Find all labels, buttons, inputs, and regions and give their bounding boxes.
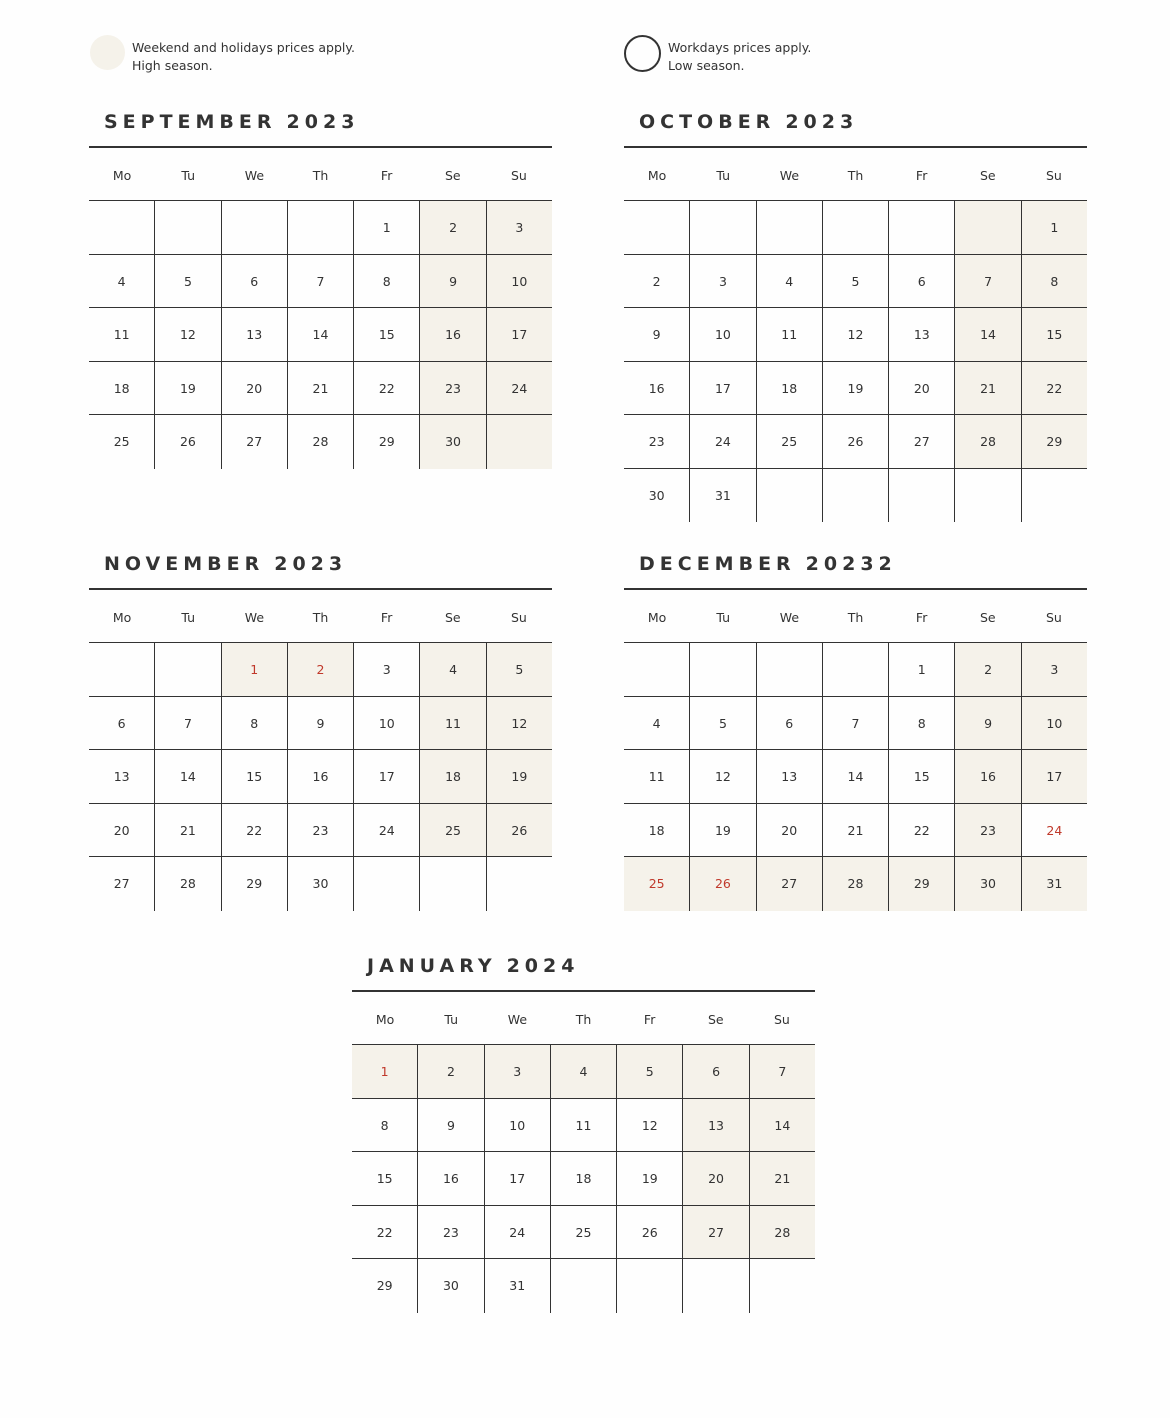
day-cell [616, 1259, 682, 1313]
day-cell [624, 201, 689, 254]
day-cell [624, 643, 689, 696]
day-cell[interactable]: 5 [486, 643, 552, 696]
day-cell[interactable]: 4 [117, 273, 126, 289]
day-cell[interactable]: 4 [550, 1045, 616, 1098]
day-cell[interactable]: 29 [376, 1278, 393, 1293]
week-row [624, 362, 1087, 416]
weekday-label: Se [444, 168, 461, 183]
day-cell[interactable]: 23 [954, 804, 1020, 857]
month-title [89, 96, 552, 148]
day-cell[interactable]: 19 [822, 362, 888, 415]
day-cell [154, 201, 220, 254]
day-cell[interactable]: 1 [888, 643, 954, 696]
day-cell[interactable]: 26 [616, 1206, 682, 1259]
day-cell[interactable]: 10 [353, 697, 419, 750]
day-cell[interactable]: 14 [822, 750, 888, 803]
day-cell [822, 201, 888, 254]
day-cell[interactable]: 1 [352, 1045, 417, 1098]
day-cell[interactable]: 14 [287, 308, 353, 361]
day-cell[interactable]: 10 [486, 255, 552, 308]
month-year: 2024 [506, 955, 580, 977]
weekday-label: We [244, 610, 265, 625]
day-cell[interactable]: 17 [353, 750, 419, 803]
day-cell[interactable]: 20 [888, 362, 954, 415]
day-cell [550, 1259, 616, 1313]
day-cell[interactable]: 11 [550, 1099, 616, 1152]
day-cell[interactable]: 21 [822, 804, 888, 857]
day-cell[interactable]: 8 [353, 255, 419, 308]
day-cell[interactable]: 11 [419, 697, 485, 750]
day-cell[interactable]: 20 [682, 1152, 748, 1205]
day-cell [689, 201, 755, 254]
weekday-label: Su [1045, 168, 1062, 183]
day-cell [486, 415, 552, 469]
month-title [89, 538, 552, 590]
calendar-january-2024 [352, 940, 815, 1313]
day-cell[interactable]: 6 [756, 697, 822, 750]
weekday-label: We [244, 168, 265, 183]
day-cell[interactable]: 1 [221, 643, 287, 696]
day-cell[interactable]: 28 [749, 1206, 815, 1259]
day-cell[interactable]: 17 [689, 362, 755, 415]
day-cell[interactable]: 27 [756, 857, 822, 911]
month-name: OCTOBER [639, 111, 776, 133]
week-row [624, 750, 1087, 804]
day-cell[interactable]: 26 [486, 804, 552, 857]
day-cell[interactable]: 10 [484, 1099, 550, 1152]
week-row [352, 1259, 815, 1313]
weekday-label: Mo [375, 1012, 395, 1027]
weekday-label: We [779, 168, 800, 183]
day-cell[interactable]: 22 [353, 362, 419, 415]
day-cell[interactable]: 6 [682, 1045, 748, 1098]
day-cell[interactable]: 30 [417, 1259, 483, 1313]
day-cell[interactable]: 14 [154, 750, 220, 803]
day-cell[interactable]: 24 [486, 362, 552, 415]
day-cell[interactable]: 7 [749, 1045, 815, 1098]
day-cell[interactable]: 3 [1021, 643, 1087, 696]
day-cell[interactable]: 16 [417, 1152, 483, 1205]
high-season-swatch-icon [90, 35, 125, 70]
day-cell[interactable]: 3 [353, 643, 419, 696]
day-cell[interactable]: 18 [648, 822, 665, 838]
day-cell [287, 201, 353, 254]
week-row [89, 857, 552, 911]
calendar-december-2023 [624, 538, 1087, 911]
day-cell[interactable]: 28 [822, 857, 888, 911]
day-cell[interactable]: 8 [1021, 255, 1087, 308]
day-cell[interactable]: 16 [954, 750, 1020, 803]
day-cell[interactable]: 12 [486, 697, 552, 750]
day-cell[interactable]: 21 [154, 804, 220, 857]
calendar-september-2023 [89, 96, 552, 469]
week-row [89, 255, 552, 309]
day-cell[interactable]: 6 [888, 255, 954, 308]
day-cell [756, 469, 822, 523]
weekday-label: Se [979, 610, 996, 625]
day-cell[interactable]: 15 [221, 750, 287, 803]
day-cell[interactable]: 4 [756, 255, 822, 308]
week-row [352, 1206, 815, 1260]
week-row [89, 415, 552, 469]
day-cell[interactable]: 12 [822, 308, 888, 361]
day-cell[interactable]: 2 [419, 201, 485, 254]
day-cell[interactable]: 15 [1021, 308, 1087, 361]
day-cell[interactable]: 11 [113, 327, 130, 342]
day-cell[interactable]: 15 [353, 308, 419, 361]
day-cell[interactable]: 10 [1021, 697, 1087, 750]
day-cell[interactable]: 16 [419, 308, 485, 361]
week-row [624, 201, 1087, 255]
week-row [89, 201, 552, 255]
day-cell[interactable]: 16 [648, 380, 665, 396]
day-cell[interactable]: 23 [648, 434, 665, 449]
weekday-label: Fr [643, 1012, 656, 1027]
day-cell[interactable]: 11 [648, 769, 665, 784]
day-cell[interactable]: 9 [287, 697, 353, 750]
day-cell[interactable]: 13 [113, 769, 130, 784]
month-year: 20232 [805, 553, 897, 575]
day-cell[interactable]: 15 [376, 1171, 393, 1186]
legend-high-season [90, 35, 355, 75]
day-cell[interactable]: 26 [822, 415, 888, 468]
weekday-header-row [352, 992, 815, 1045]
week-row [352, 1045, 815, 1099]
legend-high-line1: Weekend and holidays prices apply. [132, 40, 355, 55]
low-season-swatch-icon [624, 35, 661, 72]
day-cell[interactable]: 9 [419, 255, 485, 308]
calendar-november-2023 [89, 538, 552, 911]
day-cell [888, 201, 954, 254]
weekday-header-row [89, 590, 552, 643]
day-cell[interactable]: 31 [1021, 857, 1087, 911]
day-cell [89, 643, 154, 696]
day-cell[interactable]: 5 [154, 255, 220, 308]
day-cell[interactable]: 19 [486, 750, 552, 803]
day-cell[interactable]: 26 [154, 415, 220, 469]
day-cell [682, 1259, 748, 1313]
day-cell[interactable]: 6 [117, 715, 126, 731]
week-row [624, 469, 1087, 523]
weekday-header-row [624, 148, 1087, 201]
day-cell[interactable]: 25 [756, 415, 822, 468]
day-cell[interactable]: 2 [954, 643, 1020, 696]
day-cell[interactable]: 27 [221, 415, 287, 469]
weekday-label: Su [773, 1012, 790, 1027]
day-cell [221, 201, 287, 254]
day-cell[interactable]: 18 [756, 362, 822, 415]
weekday-label: Se [707, 1012, 724, 1027]
weekday-label: Mo [647, 168, 667, 183]
day-cell[interactable]: 28 [287, 415, 353, 469]
day-cell[interactable]: 24 [1021, 804, 1087, 857]
day-cell[interactable]: 13 [756, 750, 822, 803]
legend-low-line2: Low season. [668, 58, 745, 73]
day-cell[interactable]: 7 [822, 697, 888, 750]
day-cell[interactable]: 21 [749, 1152, 815, 1205]
week-row [89, 804, 552, 858]
month-name: SEPTEMBER [104, 111, 277, 133]
day-cell[interactable]: 26 [689, 857, 755, 911]
day-cell[interactable]: 24 [353, 804, 419, 857]
day-cell[interactable]: 14 [954, 308, 1020, 361]
day-cell[interactable]: 22 [376, 1224, 393, 1240]
day-cell[interactable]: 24 [484, 1206, 550, 1259]
day-cell[interactable]: 12 [689, 750, 755, 803]
day-cell[interactable]: 29 [888, 857, 954, 911]
day-cell[interactable]: 24 [689, 415, 755, 468]
day-cell [689, 643, 755, 696]
day-cell[interactable]: 23 [417, 1206, 483, 1259]
day-cell[interactable]: 27 [888, 415, 954, 468]
day-cell[interactable]: 20 [756, 804, 822, 857]
day-cell[interactable]: 25 [624, 857, 689, 911]
day-cell[interactable]: 12 [616, 1099, 682, 1152]
day-cell[interactable]: 30 [287, 857, 353, 911]
day-cell[interactable]: 23 [419, 362, 485, 415]
weekday-header-row [89, 148, 552, 201]
day-cell[interactable]: 22 [1021, 362, 1087, 415]
weekday-label: Tu [444, 1012, 459, 1027]
month-year: 2023 [785, 111, 859, 133]
day-cell [154, 643, 220, 696]
day-cell [888, 469, 954, 523]
day-cell [1021, 469, 1087, 523]
day-cell [756, 201, 822, 254]
day-cell[interactable]: 13 [888, 308, 954, 361]
weekday-label: Th [575, 1012, 592, 1027]
week-row [89, 308, 552, 362]
week-row [624, 804, 1087, 858]
day-cell[interactable]: 20 [113, 822, 130, 838]
month-name: DECEMBER [639, 553, 796, 575]
weekday-label: Mo [112, 168, 132, 183]
day-cell[interactable]: 14 [749, 1099, 815, 1152]
day-cell[interactable]: 18 [113, 380, 130, 396]
month-title [624, 96, 1087, 148]
legend-low-line1: Workdays prices apply. [668, 40, 812, 55]
day-cell[interactable]: 16 [287, 750, 353, 803]
legend-high-line2: High season. [132, 58, 213, 73]
weekday-label: Tu [716, 610, 731, 625]
week-row [624, 697, 1087, 751]
day-cell[interactable]: 17 [484, 1152, 550, 1205]
day-cell[interactable]: 9 [652, 327, 661, 342]
week-row [352, 1152, 815, 1206]
day-cell [822, 643, 888, 696]
day-cell[interactable]: 3 [689, 255, 755, 308]
day-cell [749, 1259, 815, 1313]
day-cell[interactable]: 22 [888, 804, 954, 857]
weekday-label: Th [312, 610, 329, 625]
day-cell[interactable]: 4 [652, 715, 661, 731]
day-cell[interactable]: 18 [419, 750, 485, 803]
weekday-label: Fr [380, 168, 393, 183]
day-cell[interactable]: 30 [648, 487, 665, 503]
day-cell[interactable]: 27 [682, 1206, 748, 1259]
day-cell[interactable]: 21 [954, 362, 1020, 415]
day-cell[interactable]: 25 [113, 434, 130, 449]
day-cell [954, 201, 1020, 254]
day-cell[interactable]: 13 [221, 308, 287, 361]
weekday-label: Se [444, 610, 461, 625]
week-row [624, 308, 1087, 362]
day-cell[interactable]: 4 [419, 643, 485, 696]
day-cell[interactable]: 7 [287, 255, 353, 308]
day-cell[interactable]: 12 [154, 308, 220, 361]
day-cell[interactable]: 20 [221, 362, 287, 415]
day-cell[interactable]: 28 [954, 415, 1020, 468]
calendar-october-2023 [624, 96, 1087, 522]
day-cell[interactable]: 6 [221, 255, 287, 308]
day-cell[interactable]: 30 [954, 857, 1020, 911]
day-cell [419, 857, 485, 911]
day-cell[interactable]: 7 [154, 697, 220, 750]
day-cell[interactable]: 11 [756, 308, 822, 361]
day-cell[interactable]: 15 [888, 750, 954, 803]
day-cell[interactable]: 27 [113, 876, 130, 891]
day-cell[interactable]: 1 [1021, 201, 1087, 254]
month-title [352, 940, 815, 992]
day-cell[interactable]: 29 [353, 415, 419, 469]
day-cell[interactable]: 19 [689, 804, 755, 857]
weekday-label: Se [979, 168, 996, 183]
day-cell [89, 201, 154, 254]
week-row [624, 857, 1087, 911]
day-cell[interactable]: 8 [380, 1117, 389, 1133]
weekday-header-row [624, 590, 1087, 643]
weekday-label: Tu [716, 168, 731, 183]
day-cell[interactable]: 31 [689, 469, 755, 523]
week-row [352, 1099, 815, 1153]
legend-low-season [624, 35, 811, 75]
day-cell [756, 643, 822, 696]
day-cell[interactable]: 19 [154, 362, 220, 415]
month-title [624, 538, 1087, 590]
week-row [624, 415, 1087, 469]
weekday-label: We [507, 1012, 528, 1027]
day-cell[interactable]: 25 [419, 804, 485, 857]
weekday-label: Su [1045, 610, 1062, 625]
weekday-label: Fr [380, 610, 393, 625]
weekday-label: Mo [112, 610, 132, 625]
day-cell[interactable]: 17 [1021, 750, 1087, 803]
weekday-label: Th [847, 168, 864, 183]
weekday-label: Fr [915, 610, 928, 625]
day-cell[interactable]: 7 [954, 255, 1020, 308]
week-row [89, 750, 552, 804]
weekday-label: We [779, 610, 800, 625]
day-cell[interactable]: 8 [888, 697, 954, 750]
week-row [89, 362, 552, 416]
day-cell[interactable]: 13 [682, 1099, 748, 1152]
month-name: JANUARY [367, 955, 497, 977]
week-row [89, 697, 552, 751]
weekday-label: Th [847, 610, 864, 625]
day-cell[interactable]: 3 [484, 1045, 550, 1098]
day-cell[interactable]: 2 [417, 1045, 483, 1098]
day-cell[interactable]: 1 [353, 201, 419, 254]
day-cell[interactable]: 28 [154, 857, 220, 911]
weekday-label: Th [312, 168, 329, 183]
day-cell[interactable]: 25 [550, 1206, 616, 1259]
day-cell[interactable]: 9 [954, 697, 1020, 750]
day-cell[interactable]: 22 [221, 804, 287, 857]
day-cell[interactable]: 8 [221, 697, 287, 750]
day-cell[interactable]: 5 [616, 1045, 682, 1098]
day-cell [486, 857, 552, 911]
weekday-label: Tu [181, 610, 196, 625]
month-name: NOVEMBER [104, 553, 265, 575]
day-cell [954, 469, 1020, 523]
day-cell[interactable]: 5 [822, 255, 888, 308]
month-year: 2023 [286, 111, 360, 133]
week-row [624, 255, 1087, 309]
weekday-label: Mo [647, 610, 667, 625]
weekday-label: Su [510, 168, 527, 183]
week-row [624, 643, 1087, 697]
day-cell[interactable]: 10 [689, 308, 755, 361]
day-cell[interactable]: 19 [616, 1152, 682, 1205]
day-cell[interactable]: 31 [484, 1259, 550, 1313]
weekday-label: Su [510, 610, 527, 625]
day-cell [822, 469, 888, 523]
day-cell[interactable]: 18 [550, 1152, 616, 1205]
month-year: 2023 [274, 553, 348, 575]
day-cell[interactable]: 9 [417, 1099, 483, 1152]
day-cell[interactable]: 30 [419, 415, 485, 469]
day-cell[interactable]: 3 [486, 201, 552, 254]
week-row [89, 643, 552, 697]
weekday-label: Tu [181, 168, 196, 183]
day-cell [353, 857, 419, 911]
weekday-label: Fr [915, 168, 928, 183]
day-cell[interactable]: 21 [287, 362, 353, 415]
day-cell[interactable]: 29 [221, 857, 287, 911]
day-cell[interactable]: 2 [287, 643, 353, 696]
day-cell[interactable]: 29 [1021, 415, 1087, 468]
day-cell[interactable]: 17 [486, 308, 552, 361]
day-cell[interactable]: 5 [689, 697, 755, 750]
day-cell[interactable]: 23 [287, 804, 353, 857]
day-cell[interactable]: 2 [652, 273, 661, 289]
